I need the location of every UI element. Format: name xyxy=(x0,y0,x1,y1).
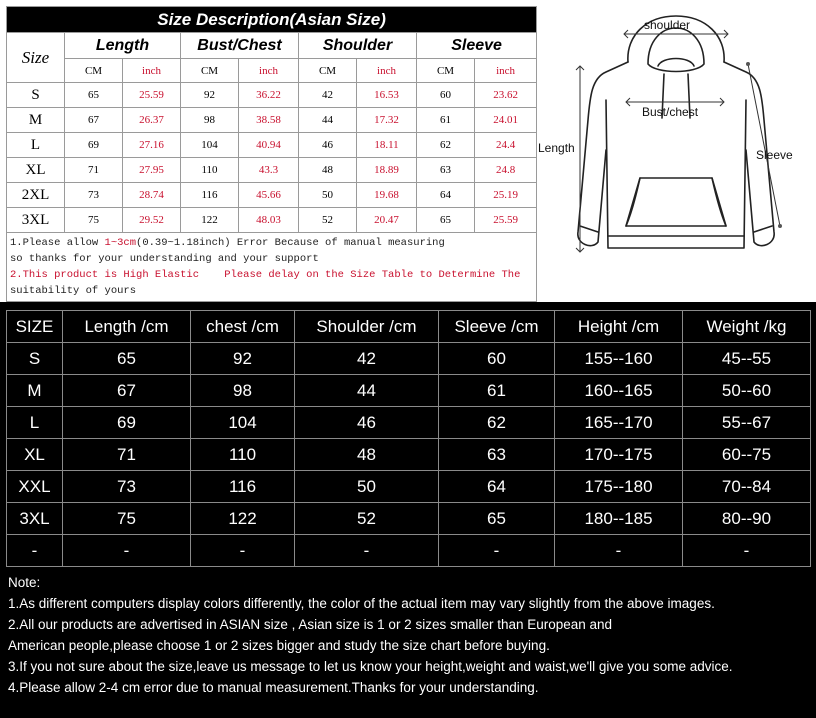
cm-value-cell: 116 xyxy=(181,183,239,208)
cm-value-cell: 65 xyxy=(65,83,123,108)
value-cell: 62 xyxy=(439,407,555,439)
table-row xyxy=(7,471,811,503)
note-line: 3.If you not sure about the size,leave us message to let us know your height,weight and waist,we'll give you some advice. xyxy=(8,659,733,674)
inch-value-cell: 18.89 xyxy=(357,158,417,183)
unit-cm: CM xyxy=(181,59,239,83)
inch-value-cell: 25.59 xyxy=(475,208,537,233)
note-2-continued: suitability of yours xyxy=(10,285,137,297)
table-row xyxy=(7,535,811,567)
inch-value-cell: 28.74 xyxy=(123,183,181,208)
value-cell: 69 xyxy=(63,407,191,439)
cm-value-cell: 71 xyxy=(65,158,123,183)
size-cell: L xyxy=(7,133,65,158)
inch-value-cell: 24.01 xyxy=(475,108,537,133)
value-cell: 65 xyxy=(63,343,191,375)
value-cell: 104 xyxy=(191,407,295,439)
group-header-shoulder: Shoulder xyxy=(299,33,417,59)
unit-inch: inch xyxy=(239,59,299,83)
cm-value-cell: 73 xyxy=(65,183,123,208)
value-cell: 52 xyxy=(295,503,439,535)
note-line: 2.All our products are advertised in ASIAN size , Asian size is 1 or 2 sizes smaller than European and xyxy=(8,617,613,632)
value-cell: 70--84 xyxy=(683,471,811,503)
table-row xyxy=(7,439,811,471)
value-cell: 80--90 xyxy=(683,503,811,535)
value-cell: 175--180 xyxy=(555,471,683,503)
cm-value-cell: 44 xyxy=(299,108,357,133)
column-header: Sleeve /cm xyxy=(439,311,555,343)
note-line: 4.Please allow 2-4 cm error due to manual measurement.Thanks for your understanding. xyxy=(8,680,539,695)
size-chart-table xyxy=(6,310,811,567)
value-cell: 44 xyxy=(295,375,439,407)
table-row xyxy=(7,503,811,535)
cm-value-cell: 50 xyxy=(299,183,357,208)
value-cell: 170--175 xyxy=(555,439,683,471)
size-cell: 2XL xyxy=(7,183,65,208)
unit-inch: inch xyxy=(357,59,417,83)
unit-cm: CM xyxy=(299,59,357,83)
value-cell: 122 xyxy=(191,503,295,535)
column-header: Height /cm xyxy=(555,311,683,343)
size-cell: M xyxy=(7,375,63,407)
value-cell: 92 xyxy=(191,343,295,375)
value-cell: - xyxy=(683,535,811,567)
table-row xyxy=(7,158,537,183)
table-row xyxy=(7,343,811,375)
size-cell: - xyxy=(7,535,63,567)
cm-value-cell: 62 xyxy=(417,133,475,158)
value-cell: 165--170 xyxy=(555,407,683,439)
value-cell: 42 xyxy=(295,343,439,375)
value-cell: 48 xyxy=(295,439,439,471)
group-header-length: Length xyxy=(65,33,181,59)
value-cell: - xyxy=(295,535,439,567)
size-cell: L xyxy=(7,407,63,439)
size-cell: S xyxy=(7,343,63,375)
cm-value-cell: 92 xyxy=(181,83,239,108)
size-notes xyxy=(7,233,537,302)
notes-section xyxy=(8,572,808,695)
inch-value-cell: 27.16 xyxy=(123,133,181,158)
cm-value-cell: 42 xyxy=(299,83,357,108)
table-row xyxy=(7,83,537,108)
notes-heading: Note: xyxy=(8,575,41,590)
cm-value-cell: 65 xyxy=(417,208,475,233)
value-cell: 55--67 xyxy=(683,407,811,439)
inch-value-cell: 17.32 xyxy=(357,108,417,133)
size-cell: XL xyxy=(7,158,65,183)
size-cell: 3XL xyxy=(7,208,65,233)
table-row xyxy=(7,133,537,158)
value-cell: 75 xyxy=(63,503,191,535)
value-cell: 65 xyxy=(439,503,555,535)
cm-value-cell: 98 xyxy=(181,108,239,133)
diagram-label-length: Length xyxy=(538,141,575,155)
value-cell: 50--60 xyxy=(683,375,811,407)
cm-value-cell: 52 xyxy=(299,208,357,233)
unit-inch: inch xyxy=(123,59,181,83)
value-cell: 63 xyxy=(439,439,555,471)
value-cell: 155--160 xyxy=(555,343,683,375)
inch-value-cell: 20.47 xyxy=(357,208,417,233)
inch-value-cell: 45.66 xyxy=(239,183,299,208)
value-cell: 110 xyxy=(191,439,295,471)
inch-value-cell: 25.19 xyxy=(475,183,537,208)
value-cell: 64 xyxy=(439,471,555,503)
table-row xyxy=(7,208,537,233)
table-row xyxy=(7,375,811,407)
inch-value-cell: 16.53 xyxy=(357,83,417,108)
column-header: Weight /kg xyxy=(683,311,811,343)
note-1-continued: so thanks for your understanding and your support xyxy=(10,253,319,265)
cm-value-cell: 67 xyxy=(65,108,123,133)
value-cell: 73 xyxy=(63,471,191,503)
inch-value-cell: 18.11 xyxy=(357,133,417,158)
note-line: American people,please choose 1 or 2 sizes bigger and study the size chart before buying. xyxy=(8,638,550,653)
inch-value-cell: 27.95 xyxy=(123,158,181,183)
asian-size-table xyxy=(6,6,537,302)
unit-cm: CM xyxy=(65,59,123,83)
column-header: Length /cm xyxy=(63,311,191,343)
inch-value-cell: 19.68 xyxy=(357,183,417,208)
cm-value-cell: 63 xyxy=(417,158,475,183)
column-header: Shoulder /cm xyxy=(295,311,439,343)
inch-value-cell: 38.58 xyxy=(239,108,299,133)
inch-value-cell: 24.4 xyxy=(475,133,537,158)
value-cell: 61 xyxy=(439,375,555,407)
value-cell: 116 xyxy=(191,471,295,503)
value-cell: 98 xyxy=(191,375,295,407)
column-header: SIZE xyxy=(7,311,63,343)
cm-value-cell: 75 xyxy=(65,208,123,233)
cm-value-cell: 60 xyxy=(417,83,475,108)
header-row xyxy=(7,311,811,343)
size-cell: 3XL xyxy=(7,503,63,535)
table-row xyxy=(7,407,811,439)
group-header-sleeve: Sleeve xyxy=(417,33,537,59)
inch-value-cell: 23.62 xyxy=(475,83,537,108)
size-cell: XL xyxy=(7,439,63,471)
size-chart-panel xyxy=(0,302,816,718)
unit-cm: CM xyxy=(417,59,475,83)
value-cell: - xyxy=(63,535,191,567)
cm-value-cell: 61 xyxy=(417,108,475,133)
cm-value-cell: 122 xyxy=(181,208,239,233)
table-row xyxy=(7,183,537,208)
inch-value-cell: 29.52 xyxy=(123,208,181,233)
inch-value-cell: 40.94 xyxy=(239,133,299,158)
value-cell: 67 xyxy=(63,375,191,407)
diagram-label-sleeve: Sleeve xyxy=(756,148,793,162)
diagram-label-shoulder: shoulder xyxy=(644,18,691,32)
value-cell: 60 xyxy=(439,343,555,375)
note-2: 2.This product is High Elastic Please delay on the Size Table to Determine The xyxy=(10,269,521,281)
size-cell: S xyxy=(7,83,65,108)
table-row xyxy=(7,108,537,133)
inch-value-cell: 48.03 xyxy=(239,208,299,233)
group-header-bust-chest: Bust/Chest xyxy=(181,33,299,59)
inch-value-cell: 43.3 xyxy=(239,158,299,183)
cm-value-cell: 104 xyxy=(181,133,239,158)
unit-inch: inch xyxy=(475,59,537,83)
value-cell: 60--75 xyxy=(683,439,811,471)
cm-value-cell: 64 xyxy=(417,183,475,208)
note-line: 1.As different computers display colors differently, the color of the actual item may vary slightly from the above images. xyxy=(8,596,715,611)
inch-value-cell: 36.22 xyxy=(239,83,299,108)
value-cell: 160--165 xyxy=(555,375,683,407)
cm-value-cell: 69 xyxy=(65,133,123,158)
note-1: 1.Please allow 1~3cm(0.39~1.18inch) Error Because of manual measuring xyxy=(10,237,445,249)
inch-value-cell: 26.37 xyxy=(123,108,181,133)
diagram-label-bust-chest: Bust/chest xyxy=(642,105,699,119)
value-cell: 50 xyxy=(295,471,439,503)
value-cell: 45--55 xyxy=(683,343,811,375)
column-header: chest /cm xyxy=(191,311,295,343)
table-title: Size Description(Asian Size) xyxy=(7,7,537,33)
value-cell: - xyxy=(191,535,295,567)
cm-value-cell: 110 xyxy=(181,158,239,183)
inch-value-cell: 24.8 xyxy=(475,158,537,183)
inch-value-cell: 25.59 xyxy=(123,83,181,108)
value-cell: 180--185 xyxy=(555,503,683,535)
size-cell: M xyxy=(7,108,65,133)
size-cell: XXL xyxy=(7,471,63,503)
cm-value-cell: 46 xyxy=(299,133,357,158)
value-cell: 46 xyxy=(295,407,439,439)
cm-value-cell: 48 xyxy=(299,158,357,183)
value-cell: - xyxy=(439,535,555,567)
size-column-label: Size xyxy=(7,33,65,83)
value-cell: - xyxy=(555,535,683,567)
hoodie-measurement-diagram xyxy=(536,0,816,300)
value-cell: 71 xyxy=(63,439,191,471)
